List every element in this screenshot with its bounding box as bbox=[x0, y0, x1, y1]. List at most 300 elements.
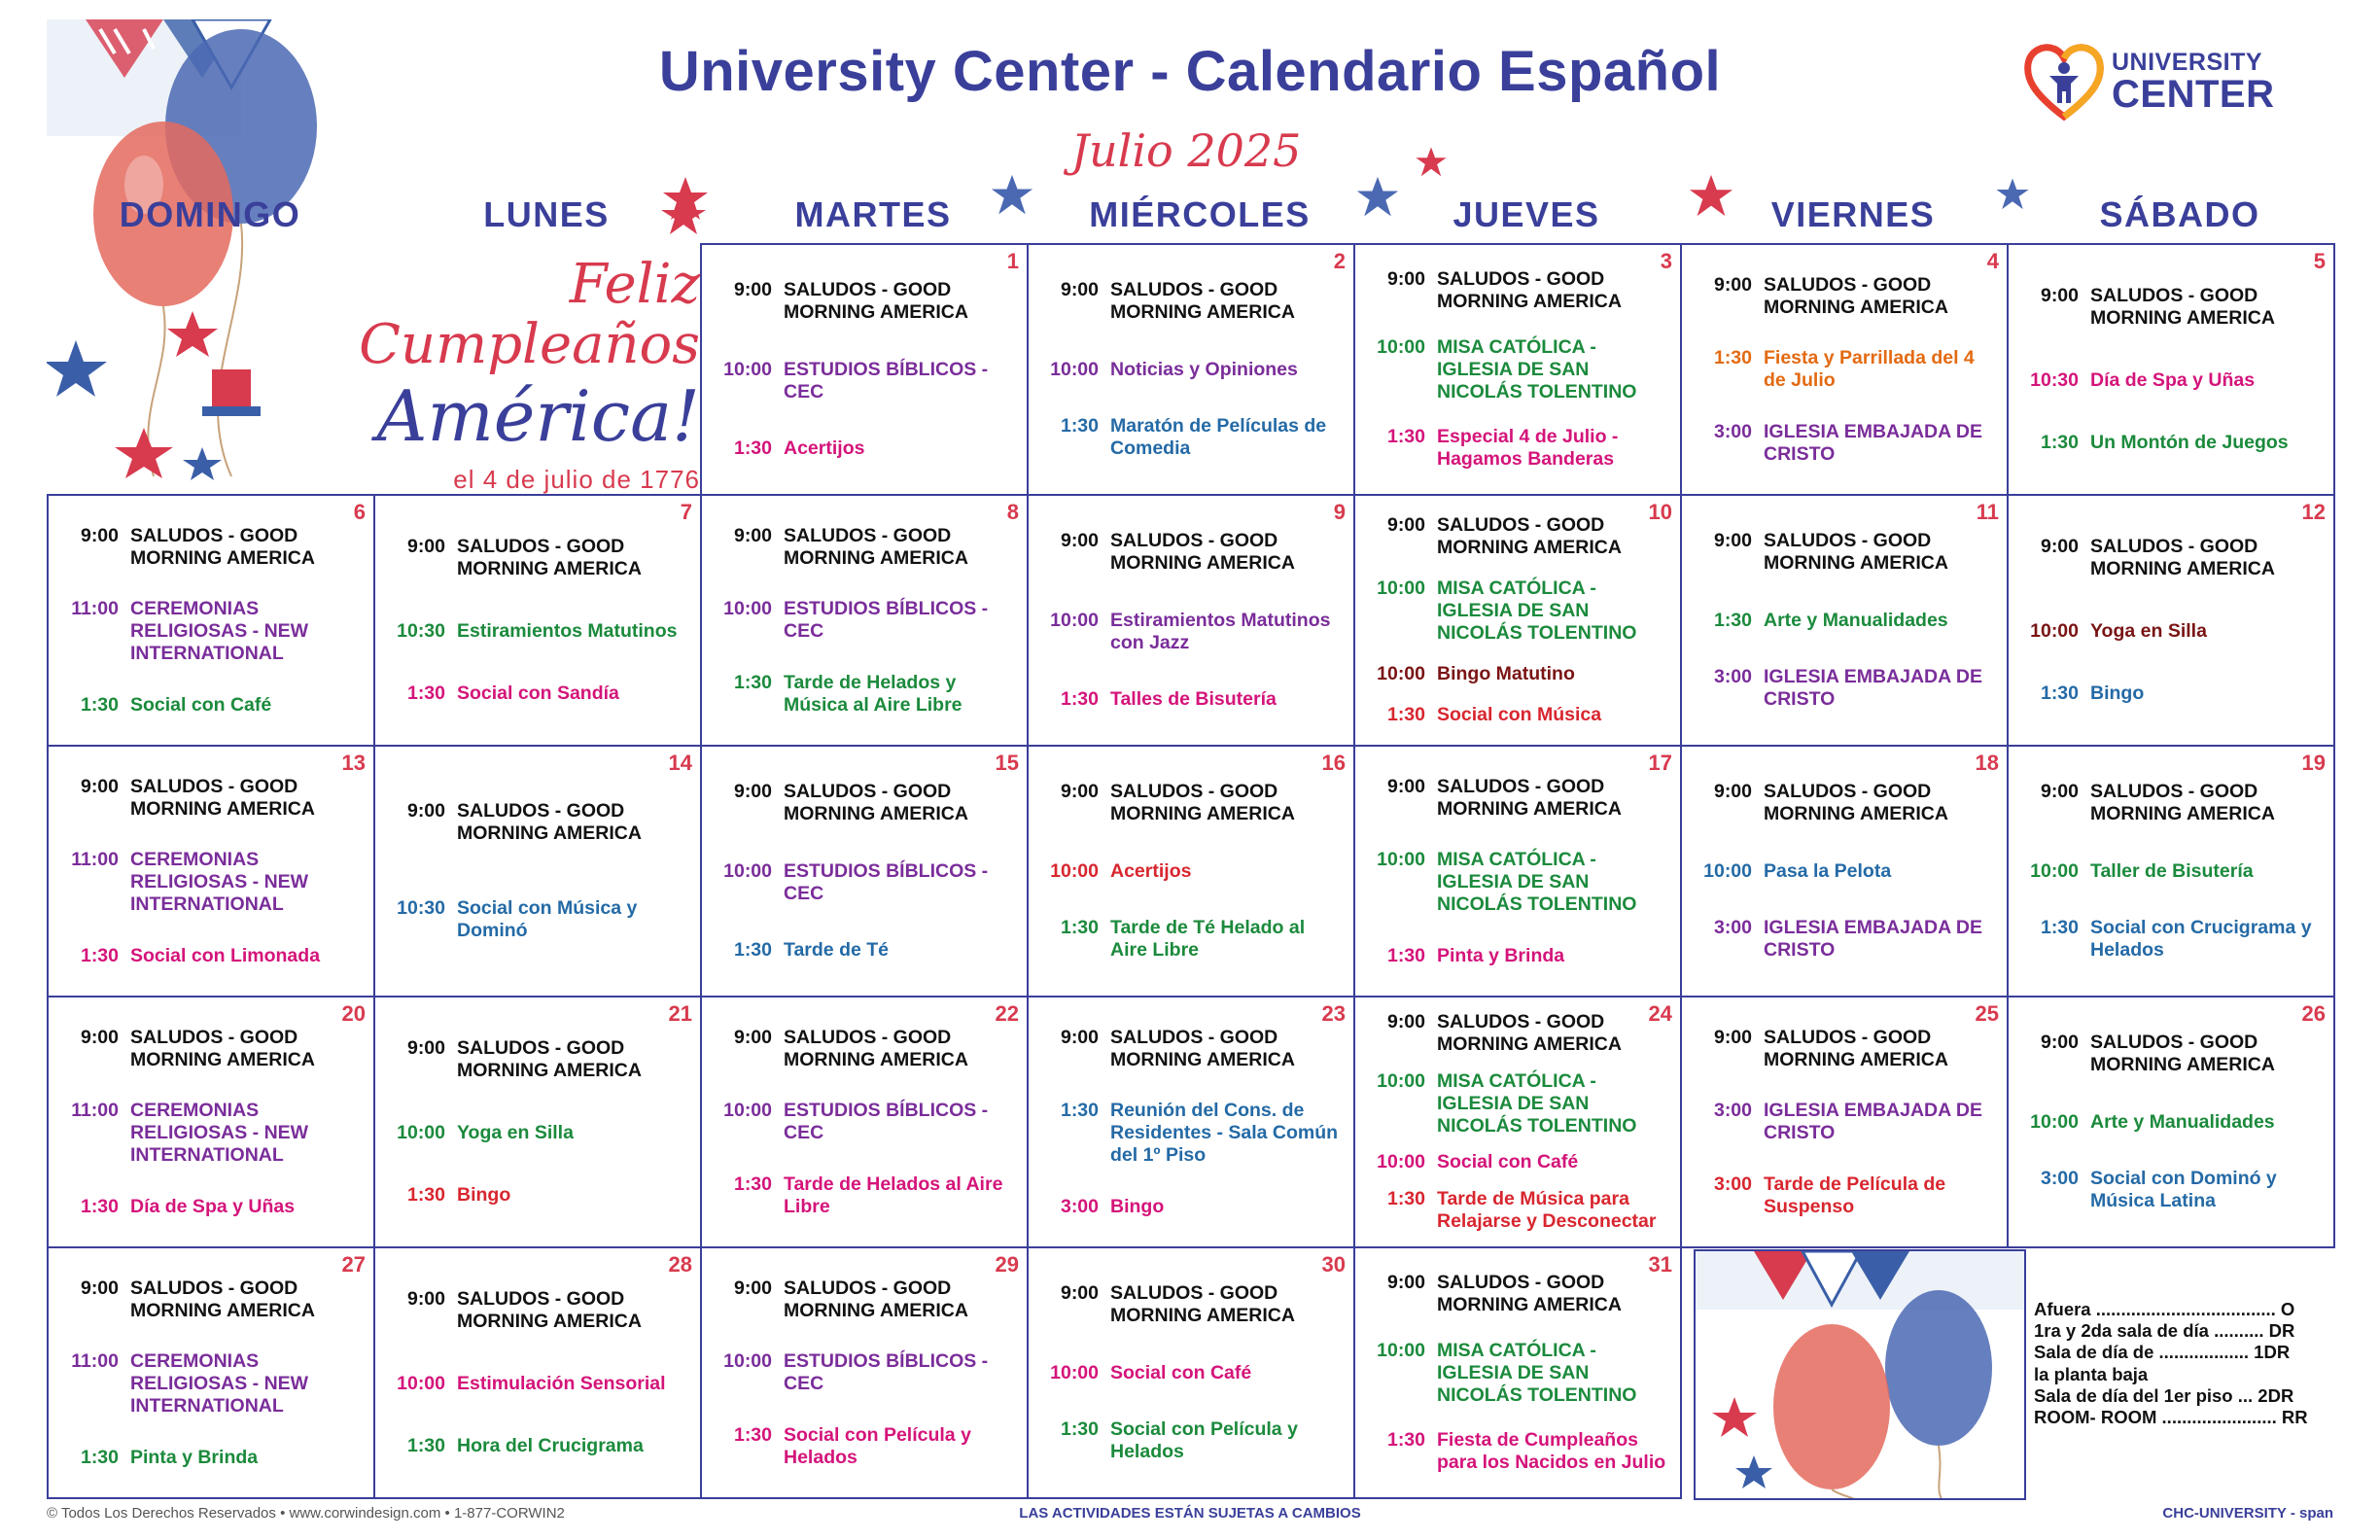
event-name: CEREMONIAS RELIGIOSAS - NEW INTERNATIONAL bbox=[130, 1100, 309, 1166]
event-name: SALUDOS - GOOD MORNING AMERICA bbox=[1764, 273, 1948, 318]
day-cell bbox=[47, 1246, 375, 1499]
event-item bbox=[2018, 917, 2324, 962]
event-time: 9:00 bbox=[1060, 1026, 1099, 1048]
event-time: 1:30 bbox=[1386, 704, 1425, 725]
event-name: SALUDOS - GOOD MORNING AMERICA bbox=[1764, 781, 1948, 825]
event-name: MISA CATÓLICA - IGLESIA DE SAN NICOLÁS TOLENTINO bbox=[1437, 1069, 1637, 1137]
event-time: 1:30 bbox=[1060, 1100, 1099, 1121]
day-cell bbox=[373, 1246, 702, 1499]
event-name: ESTUDIOS BÍBLICOS - CEC bbox=[784, 1100, 989, 1143]
event-time: 10:00 bbox=[723, 1100, 772, 1121]
event-item bbox=[58, 694, 364, 717]
birthday-greeting bbox=[233, 255, 700, 495]
event-time: 1:30 bbox=[80, 1446, 119, 1468]
event-item bbox=[1365, 1340, 1670, 1407]
event-time: 10:00 bbox=[723, 358, 772, 380]
event-item bbox=[2018, 1032, 2324, 1076]
event-name: SALUDOS - GOOD MORNING AMERICA bbox=[1110, 530, 1295, 575]
day-cell bbox=[1353, 243, 1682, 496]
event-time: 1:30 bbox=[406, 1435, 445, 1456]
event-name: Social con Café bbox=[1110, 1361, 1252, 1383]
event-time: 1:30 bbox=[2040, 682, 2079, 704]
event-item bbox=[2018, 620, 2324, 643]
day-number: 31 bbox=[1648, 1252, 1672, 1277]
event-time: 11:00 bbox=[71, 1350, 119, 1372]
day-cell bbox=[1027, 1246, 1355, 1499]
event-name: SALUDOS - GOOD MORNING AMERICA bbox=[784, 781, 968, 825]
event-item bbox=[712, 672, 1017, 717]
day-cell bbox=[700, 1246, 1029, 1499]
event-name: SALUDOS - GOOD MORNING AMERICA bbox=[2090, 536, 2275, 579]
day-cell bbox=[1027, 745, 1355, 998]
day-number: 5 bbox=[2313, 249, 2326, 273]
event-time: 9:00 bbox=[733, 524, 772, 546]
event-time: 10:00 bbox=[1050, 609, 1099, 631]
event-item bbox=[1038, 359, 1344, 381]
event-item bbox=[2018, 682, 2324, 705]
day-cell bbox=[373, 745, 702, 998]
event-time: 11:00 bbox=[71, 849, 119, 870]
weekday-miercoles: MIÉRCOLES bbox=[1089, 194, 1311, 234]
event-time: 9:00 bbox=[733, 1026, 772, 1048]
event-time: 1:30 bbox=[80, 944, 119, 966]
event-time: 9:00 bbox=[1060, 279, 1099, 301]
day-number: 7 bbox=[680, 500, 692, 524]
event-item bbox=[1365, 776, 1670, 821]
event-item bbox=[712, 1173, 1017, 1218]
day-number: 1 bbox=[1006, 249, 1019, 273]
event-time: 1:30 bbox=[80, 1195, 119, 1217]
event-name: SALUDOS - GOOD MORNING AMERICA bbox=[1110, 279, 1295, 324]
day-number: 15 bbox=[995, 751, 1019, 775]
event-item bbox=[58, 525, 364, 570]
day-number: 20 bbox=[341, 1001, 366, 1026]
day-cell bbox=[1353, 996, 1682, 1248]
event-time: 1:30 bbox=[733, 437, 772, 459]
event-name: Tarde de Música para Relajarse y Desconectar bbox=[1437, 1187, 1657, 1232]
heart-person-icon bbox=[2022, 39, 2106, 124]
event-name: MISA CATÓLICA - IGLESIA DE SAN NICOLÁS TOLENTINO bbox=[1437, 1339, 1637, 1406]
event-item bbox=[58, 1027, 364, 1071]
event-time: 10:00 bbox=[1050, 859, 1099, 882]
event-time: 1:30 bbox=[1386, 426, 1425, 448]
event-time: 1:30 bbox=[733, 1423, 772, 1446]
event-time: 9:00 bbox=[406, 536, 445, 557]
event-item bbox=[1038, 610, 1344, 654]
event-item bbox=[1038, 781, 1344, 825]
event-time: 10:00 bbox=[2030, 620, 2079, 642]
event-name: SALUDOS - GOOD MORNING AMERICA bbox=[130, 524, 315, 569]
event-time: 10:00 bbox=[397, 1373, 445, 1394]
event-item bbox=[1038, 279, 1344, 324]
event-item bbox=[1038, 1196, 1344, 1218]
university-center-logo bbox=[2022, 39, 2294, 126]
event-name: SALUDOS - GOOD MORNING AMERICA bbox=[457, 536, 642, 579]
day-number: 6 bbox=[353, 500, 366, 524]
event-item bbox=[58, 945, 364, 967]
event-item bbox=[385, 682, 690, 705]
event-item bbox=[1038, 688, 1344, 711]
event-time: 1:30 bbox=[1713, 609, 1752, 631]
day-number: 23 bbox=[1321, 1001, 1346, 1026]
event-time: 3:00 bbox=[1713, 1100, 1752, 1121]
event-item bbox=[58, 1447, 364, 1469]
event-time: 1:30 bbox=[733, 938, 772, 961]
event-item bbox=[1038, 860, 1344, 883]
legend-row: la planta baja bbox=[2034, 1363, 2149, 1384]
event-time: 9:00 bbox=[406, 799, 445, 822]
legend-row: ROOM- ROOM ....................... RR bbox=[2034, 1406, 2308, 1427]
event-name: Taller de Bisutería bbox=[2090, 859, 2254, 882]
day-number: 10 bbox=[1648, 500, 1672, 524]
day-cell bbox=[2007, 745, 2335, 998]
event-item bbox=[712, 1424, 1017, 1469]
event-name: SALUDOS - GOOD MORNING AMERICA bbox=[130, 775, 315, 820]
event-item bbox=[2018, 369, 2324, 392]
event-item bbox=[1038, 1100, 1344, 1167]
page-title: University Center - Calendario Español bbox=[658, 40, 1722, 103]
event-time: 10:30 bbox=[397, 897, 445, 920]
event-name: CEREMONIAS RELIGIOSAS - NEW INTERNATIONAL bbox=[130, 598, 309, 664]
event-item bbox=[1365, 268, 1670, 313]
event-time: 1:30 bbox=[733, 671, 772, 693]
event-item bbox=[385, 800, 690, 845]
event-item bbox=[2018, 285, 2324, 330]
event-item bbox=[1365, 1429, 1670, 1474]
event-item bbox=[1365, 849, 1670, 916]
day-number: 28 bbox=[668, 1252, 692, 1277]
event-name: Social con Película y Helados bbox=[1110, 1418, 1298, 1462]
event-time: 3:00 bbox=[1713, 420, 1752, 442]
event-name: Pinta y Brinda bbox=[130, 1446, 259, 1468]
event-item bbox=[1692, 530, 1997, 575]
event-time: 9:00 bbox=[1386, 775, 1425, 797]
event-item bbox=[385, 1184, 690, 1207]
event-item bbox=[712, 781, 1017, 825]
event-time: 3:00 bbox=[1713, 1172, 1752, 1195]
event-item bbox=[1365, 945, 1670, 967]
event-item bbox=[2018, 536, 2324, 580]
day-cell bbox=[47, 996, 375, 1248]
event-name: SALUDOS - GOOD MORNING AMERICA bbox=[457, 799, 642, 844]
day-number: 18 bbox=[1975, 751, 1999, 775]
event-name: Maratón de Películas de Comedia bbox=[1110, 414, 1327, 459]
day-cell bbox=[1027, 494, 1355, 747]
event-name: Talles de Bisutería bbox=[1110, 687, 1277, 710]
event-time: 1:30 bbox=[1386, 1187, 1425, 1209]
weekday-domingo: DOMINGO bbox=[119, 194, 301, 234]
event-time: 1:30 bbox=[2040, 916, 2079, 938]
event-time: 1:30 bbox=[1060, 916, 1099, 938]
event-item bbox=[1692, 610, 1997, 632]
event-name: Reunión del Cons. de Residentes - Sala Común del 1º Piso bbox=[1110, 1100, 1339, 1166]
event-item bbox=[58, 776, 364, 821]
day-cell bbox=[373, 996, 702, 1248]
event-time: 1:30 bbox=[80, 693, 119, 716]
event-item bbox=[1365, 1272, 1670, 1316]
event-name: SALUDOS - GOOD MORNING AMERICA bbox=[1110, 1282, 1295, 1327]
event-name: SALUDOS - GOOD MORNING AMERICA bbox=[2090, 781, 2275, 825]
event-name: Tarde de Helados y Música al Aire Libre bbox=[784, 671, 962, 716]
greeting-line2: América! bbox=[376, 375, 700, 458]
event-item bbox=[1365, 1188, 1670, 1233]
event-time: 9:00 bbox=[80, 775, 119, 797]
event-time: 10:00 bbox=[1703, 859, 1752, 882]
event-name: Bingo bbox=[1110, 1195, 1165, 1217]
event-time: 9:00 bbox=[1060, 1282, 1099, 1305]
day-cell bbox=[700, 745, 1029, 998]
footer-notice: LAS ACTIVIDADES ESTÁN SUJETAS A CAMBIOS bbox=[1019, 1505, 1361, 1522]
event-time: 10:00 bbox=[1377, 1339, 1425, 1361]
event-name: Hora del Crucigrama bbox=[457, 1435, 644, 1456]
event-name: Social con Dominó y Música Latina bbox=[2090, 1167, 2277, 1211]
event-item bbox=[1365, 1011, 1670, 1056]
event-name: Día de Spa y Uñas bbox=[130, 1195, 296, 1217]
event-item bbox=[1365, 336, 1670, 403]
event-name: Fiesta de Cumpleaños para los Nacidos en Julio bbox=[1437, 1429, 1666, 1474]
event-time: 9:00 bbox=[406, 1288, 445, 1310]
legend-row: Afuera .................................... O bbox=[2034, 1299, 2295, 1319]
event-name: Yoga en Silla bbox=[2090, 620, 2207, 642]
day-number: 21 bbox=[668, 1001, 692, 1026]
event-time: 9:00 bbox=[1713, 530, 1752, 552]
event-name: SALUDOS - GOOD MORNING AMERICA bbox=[784, 524, 968, 569]
event-time: 1:30 bbox=[1386, 944, 1425, 966]
day-number: 3 bbox=[1660, 249, 1672, 273]
day-number: 30 bbox=[1321, 1252, 1346, 1277]
event-name: SALUDOS - GOOD MORNING AMERICA bbox=[1437, 1011, 1622, 1056]
day-cell bbox=[700, 243, 1029, 496]
day-cell bbox=[2007, 996, 2335, 1248]
event-time: 1:30 bbox=[406, 1184, 445, 1206]
day-number: 16 bbox=[1321, 751, 1346, 775]
event-item bbox=[58, 1350, 364, 1418]
event-name: Bingo Matutino bbox=[1437, 663, 1575, 684]
event-time: 10:00 bbox=[397, 1122, 445, 1143]
day-cell bbox=[1353, 745, 1682, 998]
event-item bbox=[385, 897, 690, 942]
event-item bbox=[1038, 917, 1344, 962]
event-time: 9:00 bbox=[1713, 1026, 1752, 1048]
event-name: IGLESIA EMBAJADA DE CRISTO bbox=[1764, 916, 1982, 961]
event-item bbox=[1692, 1173, 1997, 1218]
event-name: SALUDOS - GOOD MORNING AMERICA bbox=[784, 1277, 968, 1321]
event-time: 9:00 bbox=[80, 1026, 119, 1048]
event-time: 3:00 bbox=[1060, 1195, 1099, 1217]
event-name: Fiesta y Parrillada del 4 de Julio bbox=[1764, 347, 1975, 391]
event-time: 1:30 bbox=[733, 1172, 772, 1195]
event-time: 1:30 bbox=[1386, 1429, 1425, 1452]
event-time: 9:00 bbox=[733, 781, 772, 803]
event-time: 9:00 bbox=[733, 1277, 772, 1299]
day-number: 24 bbox=[1648, 1001, 1672, 1026]
day-cell bbox=[1680, 243, 2009, 496]
logo-text-line1: UNIVERSITY bbox=[2112, 49, 2263, 76]
event-item bbox=[1692, 666, 1997, 711]
day-number: 12 bbox=[2301, 500, 2326, 524]
event-item bbox=[1365, 1070, 1670, 1138]
event-item bbox=[1365, 514, 1670, 559]
weekday-jueves: JUEVES bbox=[1452, 194, 1600, 234]
event-name: Arte y Manualidades bbox=[2090, 1110, 2275, 1133]
event-item bbox=[712, 359, 1017, 403]
event-name: Tarde de Helados al Aire Libre bbox=[784, 1172, 1003, 1217]
event-time: 1:30 bbox=[2040, 432, 2079, 453]
event-time: 9:00 bbox=[80, 1277, 119, 1299]
event-time: 10:00 bbox=[723, 859, 772, 882]
event-item bbox=[1038, 415, 1344, 460]
event-item bbox=[1365, 704, 1670, 726]
day-cell bbox=[1353, 494, 1682, 747]
day-number: 22 bbox=[995, 1001, 1019, 1026]
event-name: Acertijos bbox=[784, 437, 865, 459]
event-time: 10:00 bbox=[1377, 849, 1425, 870]
event-item bbox=[712, 1027, 1017, 1071]
event-time: 1:30 bbox=[1713, 347, 1752, 368]
greeting-date: el 4 de julio de 1776 bbox=[453, 465, 700, 495]
event-name: Social con Limonada bbox=[130, 944, 321, 966]
logo-text-line2: CENTER bbox=[2112, 73, 2275, 116]
event-name: SALUDOS - GOOD MORNING AMERICA bbox=[1437, 1271, 1622, 1315]
legend-row: 1ra y 2da sala de día .......... DR bbox=[2034, 1320, 2295, 1342]
event-name: Social con Música bbox=[1437, 704, 1602, 725]
day-number: 13 bbox=[341, 751, 366, 775]
weekday-sabado: SÁBADO bbox=[2099, 194, 2260, 234]
day-cell bbox=[373, 494, 702, 747]
event-item bbox=[385, 620, 690, 643]
day-number: 26 bbox=[2301, 1001, 2326, 1026]
event-name: CEREMONIAS RELIGIOSAS - NEW INTERNATIONAL bbox=[130, 1350, 309, 1417]
event-item bbox=[1365, 426, 1670, 471]
event-time: 10:00 bbox=[1377, 1151, 1425, 1173]
footer-copyright: © Todos Los Derechos Reservados • www.corwindesign.com • 1-877-CORWIN2 bbox=[47, 1505, 565, 1522]
event-time: 1:30 bbox=[406, 682, 445, 704]
event-item bbox=[1038, 1282, 1344, 1327]
event-name: SALUDOS - GOOD MORNING AMERICA bbox=[784, 279, 968, 324]
event-time: 10:00 bbox=[1377, 335, 1425, 358]
event-time: 9:00 bbox=[1713, 273, 1752, 296]
day-number: 4 bbox=[1986, 249, 1999, 273]
balloons-decoration bbox=[1696, 1251, 2026, 1500]
event-name: CEREMONIAS RELIGIOSAS - NEW INTERNATIONAL bbox=[130, 849, 309, 915]
event-item bbox=[712, 279, 1017, 324]
event-time: 10:30 bbox=[2030, 369, 2079, 391]
event-time: 9:00 bbox=[1060, 530, 1099, 552]
event-item bbox=[2018, 1111, 2324, 1134]
event-time: 1:30 bbox=[1060, 1418, 1099, 1440]
event-time: 3:00 bbox=[1713, 665, 1752, 687]
event-item bbox=[1038, 530, 1344, 575]
event-item bbox=[1692, 347, 1997, 392]
event-item bbox=[2018, 432, 2324, 454]
event-time: 9:00 bbox=[2040, 781, 2079, 803]
event-item bbox=[1038, 1362, 1344, 1384]
month-label: Julio 2025 bbox=[1070, 124, 1302, 177]
event-item bbox=[712, 1278, 1017, 1322]
event-item bbox=[1038, 1027, 1344, 1071]
event-name: SALUDOS - GOOD MORNING AMERICA bbox=[1437, 267, 1622, 312]
event-name: Social con Crucigrama y Helados bbox=[2090, 916, 2312, 961]
event-item bbox=[712, 525, 1017, 570]
event-item bbox=[1692, 1100, 1997, 1144]
day-cell bbox=[1027, 996, 1355, 1248]
day-number: 19 bbox=[2301, 751, 2326, 775]
event-time: 1:30 bbox=[1060, 687, 1099, 710]
event-time: 10:00 bbox=[1050, 1361, 1099, 1383]
weekday-viernes: VIERNES bbox=[1770, 194, 1936, 234]
event-time: 10:00 bbox=[1050, 358, 1099, 380]
event-name: SALUDOS - GOOD MORNING AMERICA bbox=[2090, 285, 2275, 329]
day-number: 29 bbox=[995, 1252, 1019, 1277]
event-name: Bingo bbox=[457, 1184, 511, 1206]
event-time: 9:00 bbox=[2040, 1032, 2079, 1054]
event-item bbox=[58, 598, 364, 665]
event-item bbox=[1692, 781, 1997, 825]
event-name: Estiramientos Matutinos bbox=[457, 620, 678, 642]
event-name: SALUDOS - GOOD MORNING AMERICA bbox=[1764, 1026, 1948, 1070]
event-name: ESTUDIOS BÍBLICOS - CEC bbox=[784, 1350, 989, 1394]
event-name: SALUDOS - GOOD MORNING AMERICA bbox=[1110, 1026, 1295, 1070]
day-number: 25 bbox=[1975, 1001, 1999, 1026]
day-cell bbox=[2007, 494, 2335, 747]
event-item bbox=[2018, 860, 2324, 883]
day-number: 8 bbox=[1006, 500, 1019, 524]
event-name: SALUDOS - GOOD MORNING AMERICA bbox=[784, 1026, 968, 1070]
event-time: 10:00 bbox=[1377, 663, 1425, 684]
event-name: Un Montón de Juegos bbox=[2090, 432, 2289, 453]
event-name: SALUDOS - GOOD MORNING AMERICA bbox=[457, 1288, 642, 1332]
event-name: ESTUDIOS BÍBLICOS - CEC bbox=[784, 358, 989, 402]
day-cell bbox=[700, 996, 1029, 1248]
event-item bbox=[1692, 274, 1997, 319]
event-time: 9:00 bbox=[2040, 285, 2079, 306]
event-name: SALUDOS - GOOD MORNING AMERICA bbox=[130, 1277, 315, 1321]
event-name: MISA CATÓLICA - IGLESIA DE SAN NICOLÁS TOLENTINO bbox=[1437, 335, 1637, 402]
event-name: Social con Sandía bbox=[457, 682, 619, 704]
event-name: SALUDOS - GOOD MORNING AMERICA bbox=[1764, 530, 1948, 575]
day-cell bbox=[1680, 494, 2009, 747]
event-item bbox=[1365, 578, 1670, 645]
event-item bbox=[1692, 1027, 1997, 1071]
event-name: Social con Película y Helados bbox=[784, 1423, 971, 1468]
event-item bbox=[385, 1435, 690, 1457]
event-time: 10:00 bbox=[2030, 859, 2079, 882]
event-time: 9:00 bbox=[80, 524, 119, 546]
day-cell bbox=[47, 745, 375, 998]
event-name: SALUDOS - GOOD MORNING AMERICA bbox=[130, 1026, 315, 1070]
event-name: Estiramientos Matutinos con Jazz bbox=[1110, 609, 1331, 653]
event-name: Social con Café bbox=[1437, 1151, 1579, 1173]
event-name: ESTUDIOS BÍBLICOS - CEC bbox=[784, 598, 989, 642]
event-name: ESTUDIOS BÍBLICOS - CEC bbox=[784, 859, 989, 904]
event-item bbox=[385, 536, 690, 580]
event-item bbox=[712, 939, 1017, 962]
day-number: 11 bbox=[1976, 500, 1999, 524]
event-name: IGLESIA EMBAJADA DE CRISTO bbox=[1764, 665, 1982, 710]
event-name: Social con Café bbox=[130, 693, 272, 716]
event-name: SALUDOS - GOOD MORNING AMERICA bbox=[2090, 1032, 2275, 1076]
event-item bbox=[1365, 1151, 1670, 1173]
greeting-line1: Feliz Cumpleaños bbox=[359, 253, 700, 376]
event-name: Yoga en Silla bbox=[457, 1122, 574, 1143]
day-cell bbox=[1680, 745, 2009, 998]
event-time: 9:00 bbox=[733, 279, 772, 301]
event-name: Noticias y Opiniones bbox=[1110, 358, 1298, 380]
event-item bbox=[58, 849, 364, 916]
event-item bbox=[2018, 1168, 2324, 1212]
event-item bbox=[1692, 917, 1997, 962]
event-time: 10:00 bbox=[1377, 1069, 1425, 1092]
